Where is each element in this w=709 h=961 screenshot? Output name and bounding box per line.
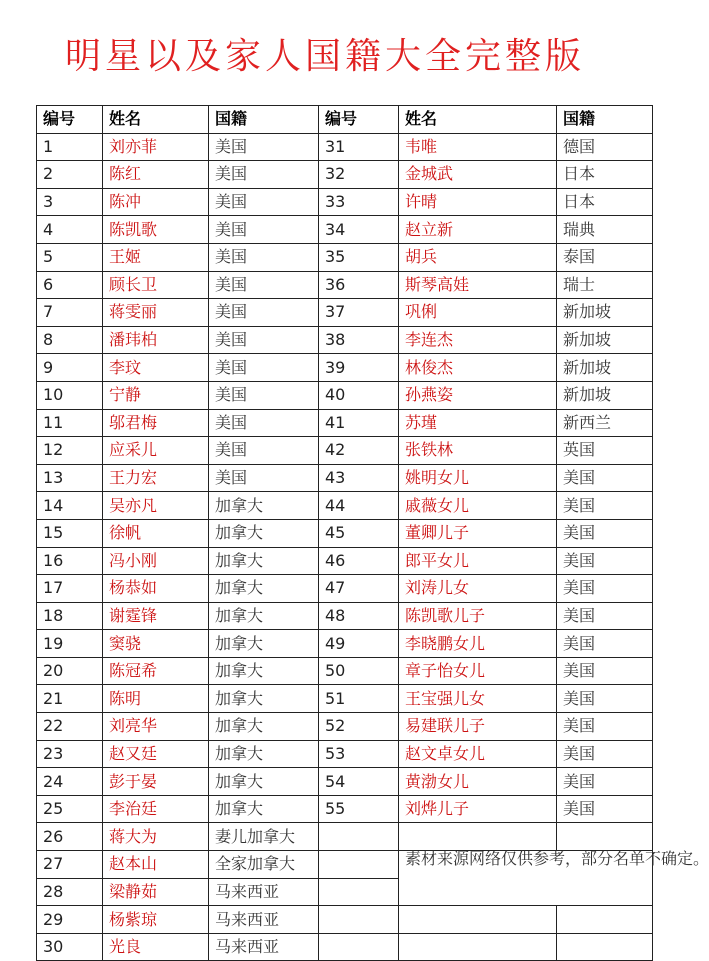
name-cell: 章子怡女儿 <box>399 657 557 685</box>
nationality-cell: 日本 <box>557 188 653 216</box>
name-cell: 宁静 <box>103 381 209 409</box>
page-title: 明星以及家人国籍大全完整版 <box>64 36 585 77</box>
table-row <box>37 354 653 382</box>
number-cell: 42 <box>319 437 399 465</box>
number-cell: 29 <box>37 906 103 934</box>
name-cell: 陈冠希 <box>103 657 209 685</box>
nationality-cell: 美国 <box>209 188 319 216</box>
number-cell: 44 <box>319 492 399 520</box>
table-row <box>37 437 653 465</box>
number-cell: 3 <box>37 188 103 216</box>
nationality-cell: 加拿大 <box>209 768 319 796</box>
empty-cell <box>557 933 653 961</box>
table-row <box>37 243 653 271</box>
number-cell: 54 <box>319 768 399 796</box>
empty-cell <box>399 933 557 961</box>
number-cell: 27 <box>37 851 103 879</box>
number-cell: 41 <box>319 409 399 437</box>
number-cell: 46 <box>319 547 399 575</box>
nationality-cell: 新加坡 <box>557 299 653 327</box>
nationality-cell: 加拿大 <box>209 492 319 520</box>
nationality-cell: 美国 <box>209 381 319 409</box>
number-cell: 48 <box>319 602 399 630</box>
table-row <box>37 464 653 492</box>
nationality-cell: 美国 <box>209 271 319 299</box>
nationality-cell: 加拿大 <box>209 630 319 658</box>
header-number: 编号 <box>37 106 103 134</box>
nationality-cell: 美国 <box>557 602 653 630</box>
table-row <box>37 299 653 327</box>
name-cell: 邬君梅 <box>103 409 209 437</box>
number-cell: 37 <box>319 299 399 327</box>
empty-cell <box>319 851 399 879</box>
number-cell: 7 <box>37 299 103 327</box>
number-cell: 15 <box>37 519 103 547</box>
name-cell: 黄渤女儿 <box>399 768 557 796</box>
number-cell: 14 <box>37 492 103 520</box>
name-cell: 陈凯歌儿子 <box>399 602 557 630</box>
number-cell: 8 <box>37 326 103 354</box>
name-cell: 吴亦凡 <box>103 492 209 520</box>
name-cell: 杨恭如 <box>103 575 209 603</box>
name-cell: 孙燕姿 <box>399 381 557 409</box>
table-row <box>37 161 653 189</box>
nationality-cell: 新加坡 <box>557 354 653 382</box>
name-cell: 易建联儿子 <box>399 713 557 741</box>
number-cell: 10 <box>37 381 103 409</box>
number-cell: 47 <box>319 575 399 603</box>
nationality-cell: 加拿大 <box>209 602 319 630</box>
nationality-cell: 美国 <box>557 575 653 603</box>
name-cell: 苏瑾 <box>399 409 557 437</box>
name-cell: 光良 <box>103 933 209 961</box>
name-cell: 蒋大为 <box>103 823 209 851</box>
name-cell: 刘涛儿女 <box>399 575 557 603</box>
table-row <box>37 409 653 437</box>
nationality-cell: 美国 <box>557 492 653 520</box>
nationality-cell: 新加坡 <box>557 326 653 354</box>
number-cell: 1 <box>37 133 103 161</box>
nationality-cell: 美国 <box>557 630 653 658</box>
header-nationality: 国籍 <box>209 106 319 134</box>
number-cell: 26 <box>37 823 103 851</box>
name-cell: 刘烨儿子 <box>399 795 557 823</box>
nationality-cell: 加拿大 <box>209 575 319 603</box>
nationality-cell: 美国 <box>209 161 319 189</box>
table-row <box>37 216 653 244</box>
name-cell: 许晴 <box>399 188 557 216</box>
name-cell: 王姬 <box>103 243 209 271</box>
name-cell: 徐帆 <box>103 519 209 547</box>
number-cell: 33 <box>319 188 399 216</box>
nationality-cell: 泰国 <box>557 243 653 271</box>
number-cell: 50 <box>319 657 399 685</box>
table-row <box>37 906 653 934</box>
name-cell: 彭于晏 <box>103 768 209 796</box>
name-cell: 王力宏 <box>103 464 209 492</box>
name-cell: 陈红 <box>103 161 209 189</box>
table-row <box>37 381 653 409</box>
nationality-cell: 美国 <box>557 713 653 741</box>
number-cell: 2 <box>37 161 103 189</box>
nationality-cell: 美国 <box>209 437 319 465</box>
name-cell: 郎平女儿 <box>399 547 557 575</box>
name-cell: 蒋雯丽 <box>103 299 209 327</box>
number-cell: 12 <box>37 437 103 465</box>
number-cell: 21 <box>37 685 103 713</box>
number-cell: 45 <box>319 519 399 547</box>
name-cell: 赵本山 <box>103 851 209 879</box>
name-cell: 李连杰 <box>399 326 557 354</box>
empty-cell <box>399 823 557 851</box>
nationality-cell: 妻儿加拿大 <box>209 823 319 851</box>
empty-cell <box>319 823 399 851</box>
nationality-cell: 美国 <box>557 795 653 823</box>
nationality-cell: 加拿大 <box>209 685 319 713</box>
nationality-cell: 加拿大 <box>209 519 319 547</box>
table-row <box>37 547 653 575</box>
name-cell: 赵又廷 <box>103 740 209 768</box>
name-cell: 王宝强儿女 <box>399 685 557 713</box>
name-cell: 杨紫琼 <box>103 906 209 934</box>
number-cell: 43 <box>319 464 399 492</box>
name-cell: 陈凯歌 <box>103 216 209 244</box>
name-cell: 梁静茹 <box>103 878 209 906</box>
header-nationality: 国籍 <box>557 106 653 134</box>
name-cell: 潘玮柏 <box>103 326 209 354</box>
name-cell: 巩俐 <box>399 299 557 327</box>
table-row <box>37 326 653 354</box>
nationality-cell: 美国 <box>209 133 319 161</box>
nationality-cell: 加拿大 <box>209 795 319 823</box>
name-cell: 刘亮华 <box>103 713 209 741</box>
number-cell: 28 <box>37 878 103 906</box>
number-cell: 31 <box>319 133 399 161</box>
nationality-cell: 新西兰 <box>557 409 653 437</box>
header-name: 姓名 <box>103 106 209 134</box>
name-cell: 刘亦菲 <box>103 133 209 161</box>
nationality-cell: 瑞士 <box>557 271 653 299</box>
empty-cell <box>399 906 557 934</box>
nationality-cell: 新加坡 <box>557 381 653 409</box>
name-cell: 赵立新 <box>399 216 557 244</box>
number-cell: 35 <box>319 243 399 271</box>
name-cell: 斯琴高娃 <box>399 271 557 299</box>
nationality-cell: 美国 <box>557 685 653 713</box>
nationality-cell: 美国 <box>557 464 653 492</box>
number-cell: 4 <box>37 216 103 244</box>
name-cell: 韦唯 <box>399 133 557 161</box>
empty-cell <box>319 878 399 906</box>
nationality-cell: 全家加拿大 <box>209 851 319 879</box>
source-note: 素材来源网络仅供参考，部分名单不确定。 <box>399 851 653 906</box>
table-row <box>37 823 653 851</box>
name-cell: 林俊杰 <box>399 354 557 382</box>
table-row <box>37 657 653 685</box>
empty-cell <box>557 823 653 851</box>
number-cell: 51 <box>319 685 399 713</box>
name-cell: 戚薇女儿 <box>399 492 557 520</box>
nationality-cell: 美国 <box>209 464 319 492</box>
nationality-cell: 美国 <box>209 326 319 354</box>
nationality-cell: 马来西亚 <box>209 906 319 934</box>
table-row <box>37 602 653 630</box>
nationality-cell: 日本 <box>557 161 653 189</box>
nationality-cell: 加拿大 <box>209 657 319 685</box>
table-row <box>37 575 653 603</box>
name-cell: 陈明 <box>103 685 209 713</box>
name-cell: 赵文卓女儿 <box>399 740 557 768</box>
nationality-cell: 美国 <box>557 657 653 685</box>
number-cell: 38 <box>319 326 399 354</box>
empty-cell <box>319 933 399 961</box>
name-cell: 李晓鹏女儿 <box>399 630 557 658</box>
number-cell: 20 <box>37 657 103 685</box>
empty-cell <box>557 906 653 934</box>
number-cell: 23 <box>37 740 103 768</box>
nationality-cell: 美国 <box>557 740 653 768</box>
number-cell: 34 <box>319 216 399 244</box>
nationality-cell: 美国 <box>209 216 319 244</box>
number-cell: 6 <box>37 271 103 299</box>
number-cell: 25 <box>37 795 103 823</box>
nationality-cell: 加拿大 <box>209 547 319 575</box>
number-cell: 9 <box>37 354 103 382</box>
nationality-cell: 马来西亚 <box>209 933 319 961</box>
number-cell: 24 <box>37 768 103 796</box>
number-cell: 13 <box>37 464 103 492</box>
nationality-cell: 美国 <box>557 768 653 796</box>
nationality-cell: 美国 <box>557 519 653 547</box>
nationality-cell: 瑞典 <box>557 216 653 244</box>
table-row <box>37 519 653 547</box>
number-cell: 49 <box>319 630 399 658</box>
nationality-cell: 马来西亚 <box>209 878 319 906</box>
header-name: 姓名 <box>399 106 557 134</box>
number-cell: 18 <box>37 602 103 630</box>
name-cell: 董卿儿子 <box>399 519 557 547</box>
nationality-cell: 美国 <box>209 409 319 437</box>
number-cell: 52 <box>319 713 399 741</box>
header-row <box>37 106 653 134</box>
number-cell: 16 <box>37 547 103 575</box>
name-cell: 胡兵 <box>399 243 557 271</box>
table-row <box>37 492 653 520</box>
table-row <box>37 133 653 161</box>
number-cell: 11 <box>37 409 103 437</box>
name-cell: 陈冲 <box>103 188 209 216</box>
table-row <box>37 630 653 658</box>
table-row <box>37 851 653 879</box>
name-cell: 张铁林 <box>399 437 557 465</box>
nationality-cell: 美国 <box>209 354 319 382</box>
number-cell: 55 <box>319 795 399 823</box>
number-cell: 39 <box>319 354 399 382</box>
name-cell: 窦骁 <box>103 630 209 658</box>
name-cell: 金城武 <box>399 161 557 189</box>
number-cell: 17 <box>37 575 103 603</box>
number-cell: 22 <box>37 713 103 741</box>
table-row <box>37 685 653 713</box>
nationality-table <box>36 105 709 961</box>
empty-cell <box>319 906 399 934</box>
nationality-cell: 英国 <box>557 437 653 465</box>
table-row <box>37 713 653 741</box>
number-cell: 5 <box>37 243 103 271</box>
table-row <box>37 768 653 796</box>
name-cell: 冯小刚 <box>103 547 209 575</box>
number-cell: 40 <box>319 381 399 409</box>
name-cell: 李治廷 <box>103 795 209 823</box>
nationality-cell: 加拿大 <box>209 713 319 741</box>
table-row <box>37 795 653 823</box>
nationality-cell: 德国 <box>557 133 653 161</box>
name-cell: 应采儿 <box>103 437 209 465</box>
nationality-cell: 美国 <box>209 299 319 327</box>
name-cell: 李玟 <box>103 354 209 382</box>
name-cell: 谢霆锋 <box>103 602 209 630</box>
number-cell: 19 <box>37 630 103 658</box>
nationality-cell: 加拿大 <box>209 740 319 768</box>
table-row <box>37 740 653 768</box>
table-row <box>37 188 653 216</box>
nationality-cell: 美国 <box>557 547 653 575</box>
nationality-cell: 美国 <box>209 243 319 271</box>
number-cell: 32 <box>319 161 399 189</box>
header-number: 编号 <box>319 106 399 134</box>
name-cell: 顾长卫 <box>103 271 209 299</box>
table-row <box>37 933 653 961</box>
number-cell: 30 <box>37 933 103 961</box>
number-cell: 36 <box>319 271 399 299</box>
name-cell: 姚明女儿 <box>399 464 557 492</box>
number-cell: 53 <box>319 740 399 768</box>
table-row <box>37 271 653 299</box>
